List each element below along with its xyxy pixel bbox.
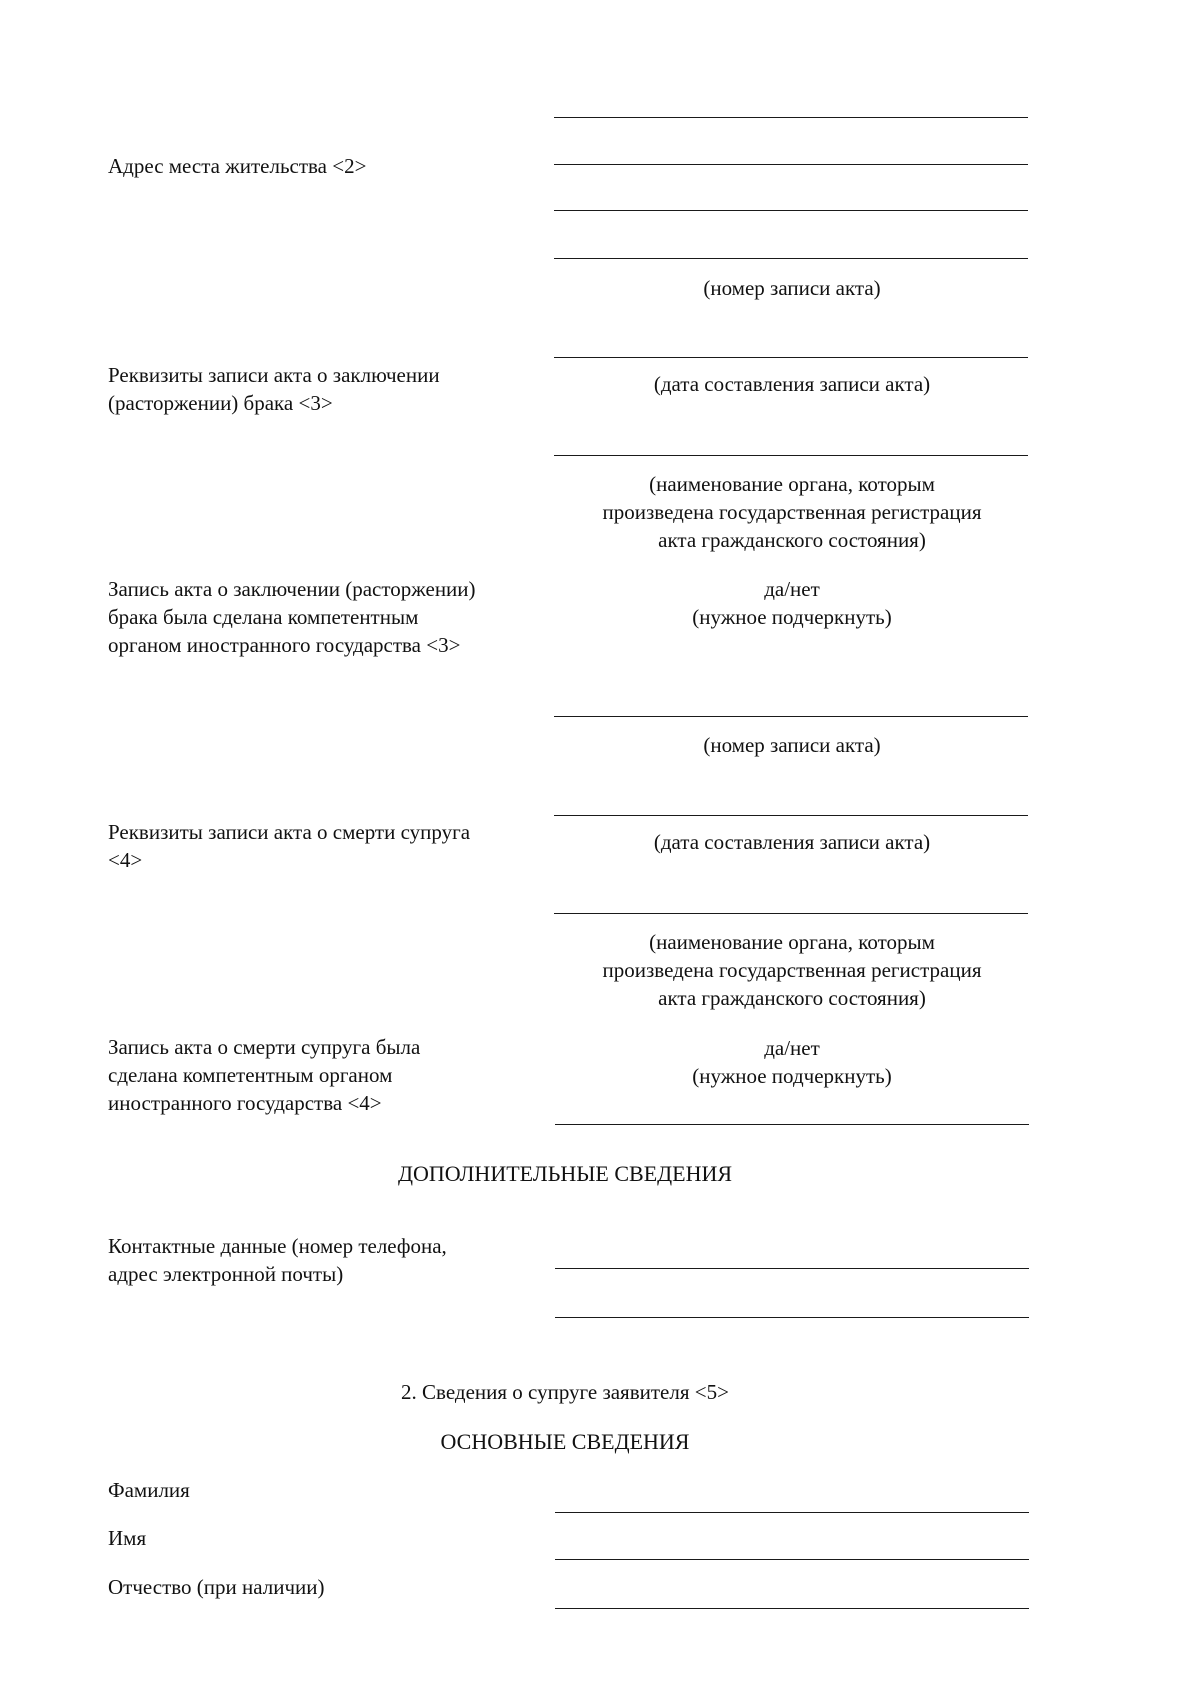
surname-label: Фамилия [108,1478,190,1502]
death-record-label-2: <4> [108,848,143,872]
death-date-caption: (дата составления записи акта) [653,830,931,854]
death-foreign-hint: (нужное подчеркнуть) [692,1064,892,1088]
death-org-line[interactable] [554,913,1028,914]
marriage-org-caption-1: (наименование органа, которым [649,472,935,496]
death-foreign-label-1: Запись акта о смерти супруга была [108,1035,421,1059]
address-label: Адрес места жительства <2> [108,154,367,178]
marriage-date-caption: (дата составления записи акта) [653,372,931,396]
death-date-line[interactable] [554,815,1028,816]
marriage-org-caption-2: произведена государственная регистрация [602,500,982,524]
contacts-label-2: адрес электронной почты) [108,1262,344,1286]
contacts-label-1: Контактные данные (номер телефона, [108,1234,447,1258]
death-record-label-1: Реквизиты записи акта о смерти супруга [108,820,471,844]
marriage-org-line[interactable] [554,455,1028,456]
death-org-caption-3: акта гражданского состояния) [658,986,926,1010]
contacts-line-1[interactable] [555,1268,1029,1269]
death-number-caption: (номер записи акта) [703,733,881,757]
death-number-line[interactable] [554,716,1028,717]
marriage-date-line[interactable] [554,357,1028,358]
marriage-foreign-label-2: брака была сделана компетентным [108,605,419,629]
patronymic-line[interactable] [555,1608,1029,1609]
name-label: Имя [108,1526,147,1550]
address-line-3[interactable] [554,210,1028,211]
name-line[interactable] [555,1559,1029,1560]
marriage-org-caption-3: акта гражданского состояния) [658,528,926,552]
death-foreign-line[interactable] [555,1124,1029,1125]
death-foreign-label-3: иностранного государства <4> [108,1091,382,1115]
surname-line[interactable] [555,1512,1029,1513]
marriage-foreign-yes-no[interactable]: да/нет [764,577,820,601]
marriage-foreign-label-3: органом иностранного государства <3> [108,633,461,657]
marriage-number-caption: (номер записи акта) [703,276,881,300]
address-line-4[interactable] [554,258,1028,259]
death-foreign-yes-no[interactable]: да/нет [764,1036,820,1060]
address-line-1[interactable] [554,117,1028,118]
main-info-heading: ОСНОВНЫЕ СВЕДЕНИЯ [440,1429,690,1454]
contacts-line-2[interactable] [555,1317,1029,1318]
marriage-foreign-label-1: Запись акта о заключении (расторжении) [108,577,476,601]
death-foreign-label-2: сделана компетентным органом [108,1063,393,1087]
death-org-caption-2: произведена государственная регистрация [602,958,982,982]
patronymic-label: Отчество (при наличии) [108,1575,325,1599]
address-line-2[interactable] [554,164,1028,165]
additional-heading: ДОПОЛНИТЕЛЬНЫЕ СВЕДЕНИЯ [397,1161,733,1186]
marriage-record-label-1: Реквизиты записи акта о заключении [108,363,440,387]
marriage-record-label-2: (расторжении) брака <3> [108,391,333,415]
marriage-foreign-hint: (нужное подчеркнуть) [692,605,892,629]
death-org-caption-1: (наименование органа, которым [649,930,935,954]
spouse-section-title: 2. Сведения о супруге заявителя <5> [401,1380,729,1404]
